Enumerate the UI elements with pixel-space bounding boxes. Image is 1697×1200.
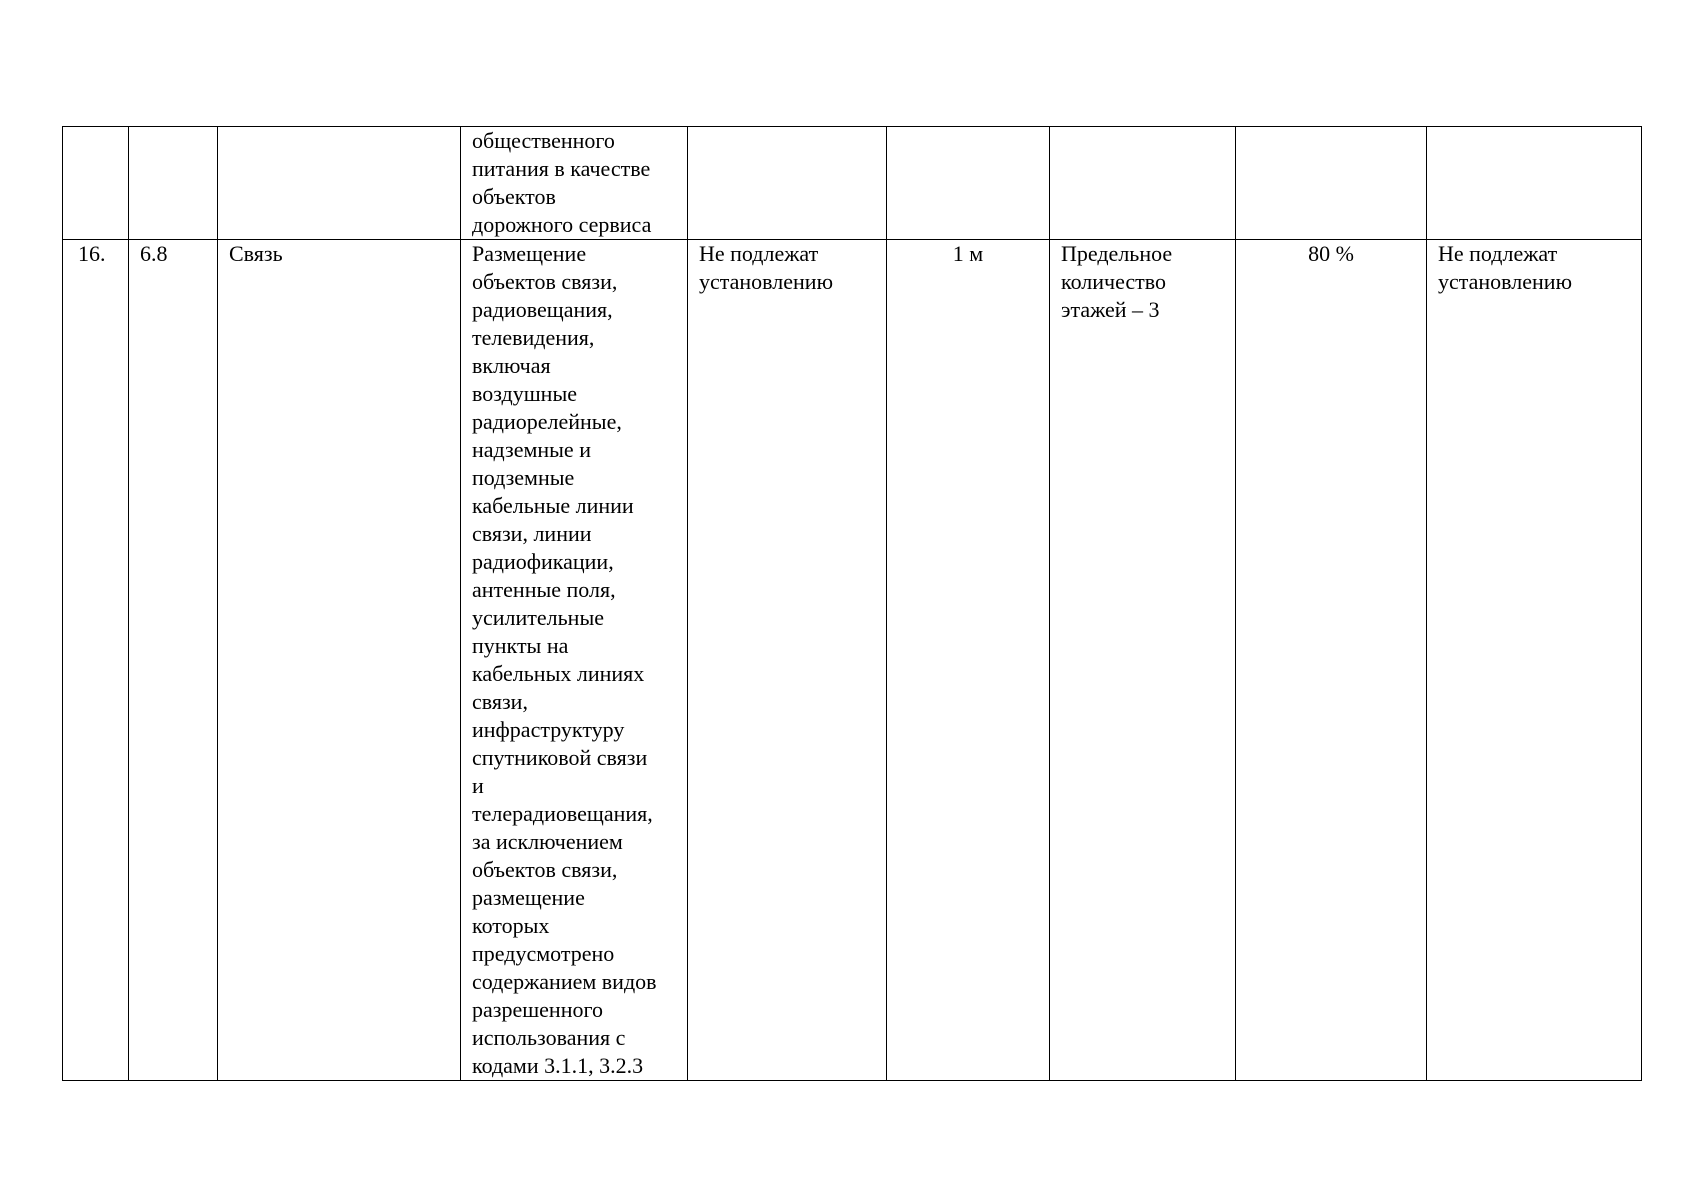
cell-floors: Предельное количество этажей – 3 — [1050, 240, 1236, 1081]
cell-number: 16. — [63, 240, 129, 1081]
cell-number — [63, 127, 129, 240]
cell-use-name — [218, 127, 461, 240]
table-row — [63, 240, 1642, 1081]
cell-other — [1427, 127, 1642, 240]
cell-other: Не подлежат установлению — [1427, 240, 1642, 1081]
cell-use-name: Связь — [218, 240, 461, 1081]
cell-setback: 1 м — [887, 240, 1050, 1081]
regulations-table — [62, 126, 1642, 1081]
cell-description: общественного питания в качестве объектов дорожного сервиса — [461, 127, 688, 240]
cell-coverage — [1236, 127, 1427, 240]
cell-code — [129, 127, 218, 240]
cell-min-size — [688, 127, 887, 240]
cell-min-size: Не подлежат установлению — [688, 240, 887, 1081]
cell-coverage: 80 % — [1236, 240, 1427, 1081]
cell-floors — [1050, 127, 1236, 240]
cell-code: 6.8 — [129, 240, 218, 1081]
cell-description: Размещение объектов связи, радиовещания, телевидения, включая воздушные радиорелейные, надземные и подземные кабельные линии связи, линии радиофикации, антенные поля, усилительные пункты на кабельных линиях связи, инфраструктуру спутниковой связи и телерадиовещания, за исключением объектов связи, размещение которых предусмотрено содержанием видов разрешенного использования с кодами 3.1.1, 3.2.3 — [461, 240, 688, 1081]
cell-setback — [887, 127, 1050, 240]
table-row — [63, 127, 1642, 240]
